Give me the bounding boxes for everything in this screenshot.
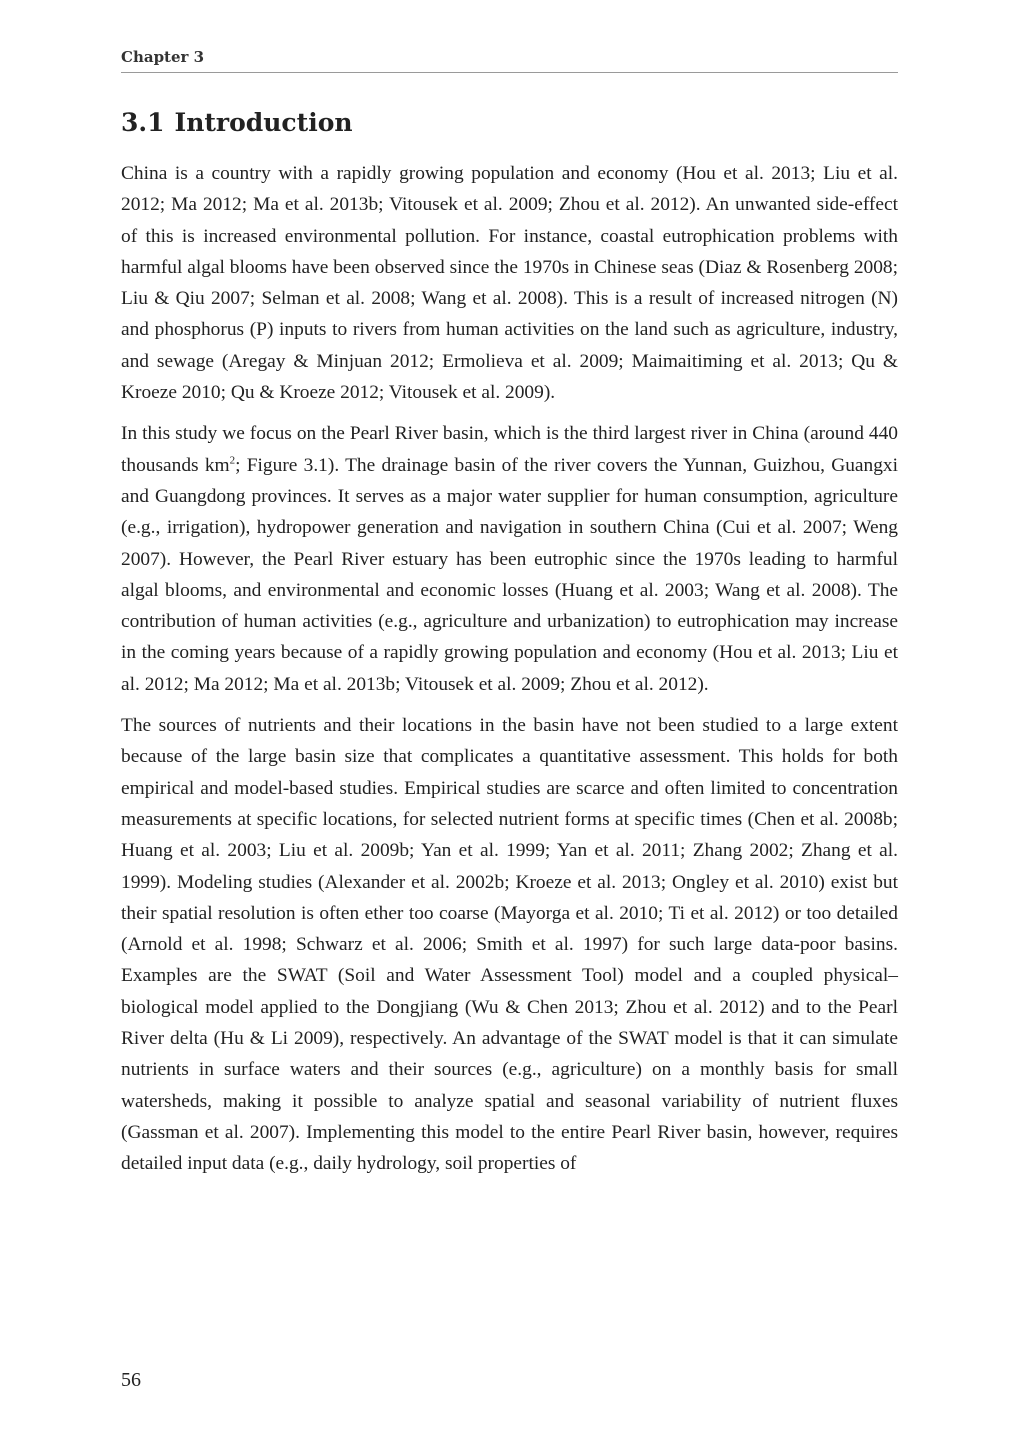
paragraph-1: China is a country with a rapidly growing population and economy (Hou et al. 2013; Liu et al. 2012; Ma 2012; Ma et al. 2013b; Vitousek et al. 2009; Zhou et al. 2012). An unwanted side-effect of this is increased environmental pollution. For instance, coastal eutrophication problems with harmful algal blooms have been observed since the 1970s in Chinese seas (Diaz & Rosenberg 2008; Liu & Qiu 2007; Selman et al. 2008; Wang et al. 2008). This is a result of increased nitrogen (N) and phosphorus (P) inputs to rivers from human activities on the land such as agriculture, industry, and sewage (Aregay & Minjuan 2012; Ermolieva et al. 2009; Maimaitiming et al. 2013; Qu & Kroeze 2010; Qu & Kroeze 2012; Vitousek et al. 2009). xyxy=(121,163,898,404)
paragraph-2 xyxy=(121,418,898,700)
section-heading xyxy=(121,108,353,137)
section-number: 3.1 xyxy=(121,108,165,137)
running-head: Chapter 3 xyxy=(121,48,898,73)
body-text xyxy=(121,158,898,1190)
page-number: 56 xyxy=(121,1369,141,1391)
paragraph-2-text-start: In this study we focus on the Pearl River basin, which is the third largest river in China (around 440 thousands km xyxy=(121,423,898,476)
superscript-exponent: 2 xyxy=(229,454,236,467)
section-title: Introduction xyxy=(174,108,353,137)
paragraph-2-text-end: ; Figure 3.1). The drainage basin of the river covers the Yunnan, Guizhou, Guangxi and Guangdong provinces. It serves as a major water supplier for human consumption, agriculture (e.g., irrigation), hydropower generation and navigation in southern China (Cui et al. 2007; Weng 2007). However, the Pearl River estuary has been eutrophic since the 1970s leading to harmful algal blooms, and environmental and economic losses (Huang et al. 2003; Wang et al. 2008). The contribution of human activities (e.g., agriculture and urbanization) to eutrophication may increase in the coming years because of a rapidly growing population and economy (Hou et al. 2013; Liu et al. 2012; Ma 2012; Ma et al. 2013b; Vitousek et al. 2009; Zhou et al. 2012). xyxy=(121,454,898,695)
paragraph-3: The sources of nutrients and their locations in the basin have not been studied to a large extent because of the large basin size that complicates a quantitative assessment. This holds for both empirical and model-based studies. Empirical studies are scarce and often limited to concentration measurements at specific locations, for selected nutrient forms at specific times (Chen et al. 2008b; Huang et al. 2003; Liu et al. 2009b; Yan et al. 1999; Yan et al. 2011; Zhang 2002; Zhang et al. 1999). Modeling studies (Alexander et al. 2002b; Kroeze et al. 2013; Ongley et al. 2010) exist but their spatial resolution is often ether too coarse (Mayorga et al. 2010; Ti et al. 2012) or too detailed (Arnold et al. 1998; Schwarz et al. 2006; Smith et al. 1997) for such large data-poor basins. Examples are the SWAT (Soil and Water Assessment Tool) model and a coupled physical–biological model applied to the Dongjiang (Wu & Chen 2013; Zhou et al. 2012) and to the Pearl River delta (Hu & Li 2009), respectively. An advantage of the SWAT model is that it can simulate nutrients in surface waters and their sources (e.g., agriculture) on a monthly basis for small watersheds, making it possible to analyze spatial and seasonal variability of nutrient fluxes (Gassman et al. 2007). Implementing this model to the entire Pearl River basin, however, requires detailed input data (e.g., daily hydrology, soil properties of xyxy=(121,715,898,1175)
